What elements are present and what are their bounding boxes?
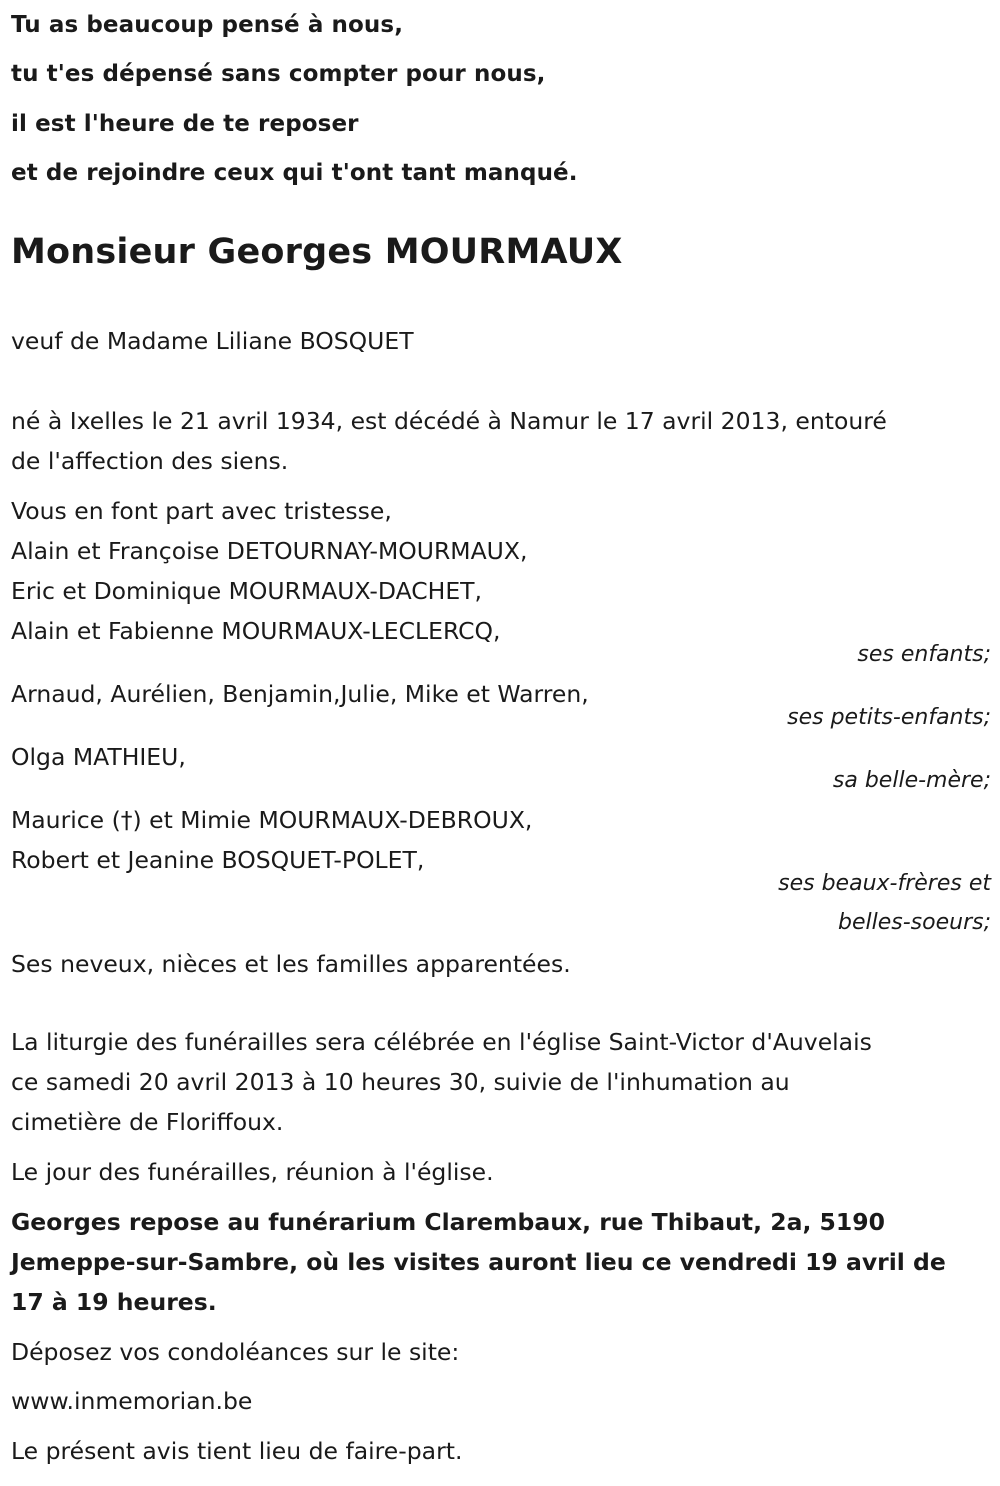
- deceased-name: Monsieur Georges MOURMAUX: [11, 232, 623, 272]
- liturgy-line-1: La liturgie des funérailles sera célébrée en l'église Saint-Victor d'Auvelais: [11, 1028, 872, 1056]
- poem-line-1: Tu as beaucoup pensé à nous,: [11, 12, 404, 38]
- others-line: Ses neveux, nièces et les familles apparentées.: [11, 950, 571, 978]
- website-link[interactable]: www.inmemorian.be: [11, 1387, 253, 1415]
- condolences-intro: Déposez vos condoléances sur le site:: [11, 1338, 460, 1366]
- child-line-2: Eric et Dominique MOURMAUX-DACHET,: [11, 577, 482, 605]
- child-line-3: Alain et Fabienne MOURMAUX-LECLERCQ,: [11, 617, 501, 645]
- poem-line-3: il est l'heure de te reposer: [11, 111, 359, 137]
- birth-death-line-1: né à Ixelles le 21 avril 1934, est décédé à Namur le 17 avril 2013, entouré: [11, 407, 887, 435]
- grandchildren-line: Arnaud, Aurélien, Benjamin,Julie, Mike et Warren,: [11, 680, 589, 708]
- grandchildren-relation: ses petits-enfants;: [787, 705, 991, 730]
- announcers-intro: Vous en font part avec tristesse,: [11, 497, 392, 525]
- mother-in-law-relation: sa belle-mère;: [832, 768, 991, 793]
- birth-death-line-2: de l'affection des siens.: [11, 447, 289, 475]
- child-line-1: Alain et Françoise DETOURNAY-MOURMAUX,: [11, 537, 528, 565]
- in-law-line-1: Maurice (†) et Mimie MOURMAUX-DEBROUX,: [11, 806, 533, 834]
- gathering-line: Le jour des funérailles, réunion à l'église.: [11, 1158, 494, 1186]
- mother-in-law-line: Olga MATHIEU,: [11, 743, 186, 771]
- poem-line-4: et de rejoindre ceux qui t'ont tant manqué.: [11, 160, 578, 186]
- children-relation: ses enfants;: [857, 642, 991, 667]
- liturgy-line-3: cimetière de Floriffoux.: [11, 1108, 284, 1136]
- widower-line: veuf de Madame Liliane BOSQUET: [11, 327, 414, 355]
- in-law-line-2: Robert et Jeanine BOSQUET-POLET,: [11, 846, 425, 874]
- in-laws-relation-2: belles-soeurs;: [838, 910, 991, 935]
- closing-line: Le présent avis tient lieu de faire-part.: [11, 1437, 463, 1465]
- poem-line-2: tu t'es dépensé sans compter pour nous,: [11, 61, 546, 87]
- in-laws-relation-1: ses beaux-frères et: [778, 871, 991, 896]
- liturgy-line-2: ce samedi 20 avril 2013 à 10 heures 30, suivie de l'inhumation au: [11, 1068, 790, 1096]
- funerarium-line-2: Jemeppe-sur-Sambre, où les visites auront lieu ce vendredi 19 avril de: [11, 1248, 946, 1276]
- funerarium-line-3: 17 à 19 heures.: [11, 1288, 217, 1316]
- funerarium-line-1: Georges repose au funérarium Clarembaux, rue Thibaut, 2a, 5190: [11, 1208, 885, 1236]
